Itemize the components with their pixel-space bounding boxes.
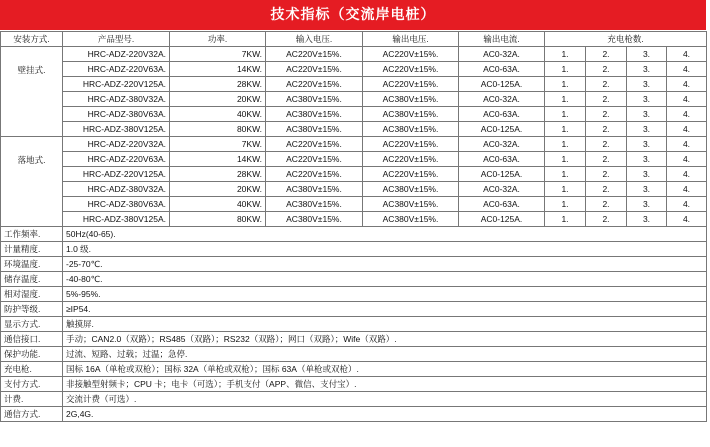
output-voltage-cell: AC220V±15%. bbox=[363, 62, 459, 77]
gun-count-cell: 3. bbox=[627, 212, 667, 227]
spec-row bbox=[1, 332, 707, 347]
table-body bbox=[1, 32, 707, 422]
model-cell: HRC-ADZ-220V125A. bbox=[63, 167, 170, 182]
gun-count-cell: 1. bbox=[545, 182, 586, 197]
output-voltage-cell: AC380V±15%. bbox=[363, 107, 459, 122]
output-current-cell: AC0-125A. bbox=[459, 122, 545, 137]
output-current-cell: AC0-32A. bbox=[459, 92, 545, 107]
input-voltage-cell: AC220V±15%. bbox=[266, 62, 363, 77]
gun-count-cell: 2. bbox=[586, 197, 627, 212]
page-title: 技术指标（交流岸电桩） bbox=[0, 0, 706, 30]
gun-count-cell: 1. bbox=[545, 107, 586, 122]
table-row bbox=[1, 47, 707, 62]
spec-label: 储存温度. bbox=[1, 272, 63, 287]
table-row bbox=[1, 122, 707, 137]
output-voltage-cell: AC380V±15%. bbox=[363, 197, 459, 212]
gun-count-cell: 3. bbox=[627, 62, 667, 77]
power-cell: 40KW. bbox=[170, 107, 266, 122]
gun-count-cell: 2. bbox=[586, 152, 627, 167]
model-cell: HRC-ADZ-380V125A. bbox=[63, 212, 170, 227]
output-voltage-cell: AC380V±15%. bbox=[363, 122, 459, 137]
power-cell: 28KW. bbox=[170, 77, 266, 92]
gun-count-cell: 3. bbox=[627, 197, 667, 212]
input-voltage-cell: AC220V±15%. bbox=[266, 152, 363, 167]
spec-value: 过流、短路、过载；过温；急停. bbox=[63, 347, 707, 362]
spec-value: 1.0 级. bbox=[63, 242, 707, 257]
spec-value: 手动；CAN2.0（双路）；RS485（双路）；RS232（双路）；网口（双路）；Wife（双路）. bbox=[63, 332, 707, 347]
spec-row bbox=[1, 347, 707, 362]
gun-count-cell: 4. bbox=[667, 152, 707, 167]
header-output-voltage: 输出电压. bbox=[363, 32, 459, 47]
gun-count-cell: 2. bbox=[586, 107, 627, 122]
gun-count-cell: 4. bbox=[667, 107, 707, 122]
output-voltage-cell: AC220V±15%. bbox=[363, 77, 459, 92]
spec-table bbox=[0, 31, 707, 422]
gun-count-cell: 4. bbox=[667, 77, 707, 92]
input-voltage-cell: AC380V±15%. bbox=[266, 92, 363, 107]
spec-value: 2G,4G. bbox=[63, 407, 707, 422]
spec-row bbox=[1, 362, 707, 377]
gun-count-cell: 1. bbox=[545, 137, 586, 152]
input-voltage-cell: AC220V±15%. bbox=[266, 167, 363, 182]
spec-label: 工作频率. bbox=[1, 227, 63, 242]
table-row bbox=[1, 137, 707, 152]
table-row bbox=[1, 152, 707, 167]
spec-label: 计量精度. bbox=[1, 242, 63, 257]
spec-label: 保护功能. bbox=[1, 347, 63, 362]
spec-row bbox=[1, 392, 707, 407]
power-cell: 40KW. bbox=[170, 197, 266, 212]
gun-count-cell: 4. bbox=[667, 47, 707, 62]
model-cell: HRC-ADZ-220V125A. bbox=[63, 77, 170, 92]
power-cell: 80KW. bbox=[170, 212, 266, 227]
header-power: 功率. bbox=[170, 32, 266, 47]
power-cell: 14KW. bbox=[170, 152, 266, 167]
table-header-row bbox=[1, 32, 707, 47]
table-row bbox=[1, 62, 707, 77]
output-voltage-cell: AC220V±15%. bbox=[363, 47, 459, 62]
output-current-cell: AC0-63A. bbox=[459, 62, 545, 77]
model-cell: HRC-ADZ-380V63A. bbox=[63, 107, 170, 122]
input-voltage-cell: AC380V±15%. bbox=[266, 197, 363, 212]
spec-row bbox=[1, 272, 707, 287]
gun-count-cell: 2. bbox=[586, 47, 627, 62]
spec-label: 环境温度. bbox=[1, 257, 63, 272]
gun-count-cell: 2. bbox=[586, 212, 627, 227]
power-cell: 7KW. bbox=[170, 47, 266, 62]
spec-row bbox=[1, 242, 707, 257]
model-cell: HRC-ADZ-380V63A. bbox=[63, 197, 170, 212]
input-voltage-cell: AC220V±15%. bbox=[266, 47, 363, 62]
spec-row bbox=[1, 377, 707, 392]
spec-row bbox=[1, 257, 707, 272]
model-cell: HRC-ADZ-380V125A. bbox=[63, 122, 170, 137]
output-voltage-cell: AC220V±15%. bbox=[363, 167, 459, 182]
gun-count-cell: 4. bbox=[667, 167, 707, 182]
gun-count-cell: 1. bbox=[545, 77, 586, 92]
gun-count-cell: 1. bbox=[545, 167, 586, 182]
output-current-cell: AC0-125A. bbox=[459, 77, 545, 92]
table-row bbox=[1, 197, 707, 212]
spec-label: 显示方式. bbox=[1, 317, 63, 332]
spec-label: 计费. bbox=[1, 392, 63, 407]
output-current-cell: AC0-125A. bbox=[459, 212, 545, 227]
table-row bbox=[1, 167, 707, 182]
table-row bbox=[1, 77, 707, 92]
input-voltage-cell: AC220V±15%. bbox=[266, 137, 363, 152]
input-voltage-cell: AC380V±15%. bbox=[266, 212, 363, 227]
output-current-cell: AC0-63A. bbox=[459, 197, 545, 212]
model-cell: HRC-ADZ-380V32A. bbox=[63, 182, 170, 197]
gun-count-cell: 3. bbox=[627, 122, 667, 137]
gun-count-cell: 3. bbox=[627, 182, 667, 197]
power-cell: 20KW. bbox=[170, 182, 266, 197]
spec-value: -40-80℃. bbox=[63, 272, 707, 287]
gun-count-cell: 1. bbox=[545, 122, 586, 137]
spec-row bbox=[1, 287, 707, 302]
power-cell: 14KW. bbox=[170, 62, 266, 77]
spec-row bbox=[1, 317, 707, 332]
header-output-current: 输出电流. bbox=[459, 32, 545, 47]
spec-label: 通信接口. bbox=[1, 332, 63, 347]
output-voltage-cell: AC220V±15%. bbox=[363, 152, 459, 167]
spec-value: 交流计费（可选）. bbox=[63, 392, 707, 407]
output-voltage-cell: AC380V±15%. bbox=[363, 212, 459, 227]
power-cell: 20KW. bbox=[170, 92, 266, 107]
gun-count-cell: 3. bbox=[627, 107, 667, 122]
spec-label: 支付方式. bbox=[1, 377, 63, 392]
spec-value: 50Hz(40-65). bbox=[63, 227, 707, 242]
output-current-cell: AC0-125A. bbox=[459, 167, 545, 182]
output-voltage-cell: AC380V±15%. bbox=[363, 92, 459, 107]
gun-count-cell: 4. bbox=[667, 137, 707, 152]
spec-label: 充电枪. bbox=[1, 362, 63, 377]
model-cell: HRC-ADZ-220V32A. bbox=[63, 137, 170, 152]
model-cell: HRC-ADZ-220V63A. bbox=[63, 152, 170, 167]
gun-count-cell: 4. bbox=[667, 212, 707, 227]
gun-count-cell: 2. bbox=[586, 62, 627, 77]
gun-count-cell: 4. bbox=[667, 122, 707, 137]
mount-type-cell: 落地式. bbox=[1, 137, 63, 227]
gun-count-cell: 4. bbox=[667, 182, 707, 197]
gun-count-cell: 1. bbox=[545, 152, 586, 167]
spec-value: 国标 16A（单枪或双枪）；国标 32A（单枪或双枪）；国标 63A（单枪或双枪）. bbox=[63, 362, 707, 377]
gun-count-cell: 4. bbox=[667, 62, 707, 77]
spec-label: 防护等级. bbox=[1, 302, 63, 317]
spec-value: 触摸屏. bbox=[63, 317, 707, 332]
input-voltage-cell: AC380V±15%. bbox=[266, 182, 363, 197]
gun-count-cell: 3. bbox=[627, 47, 667, 62]
mount-type-cell: 壁挂式. bbox=[1, 47, 63, 137]
input-voltage-cell: AC220V±15%. bbox=[266, 77, 363, 92]
header-guns: 充电枪数. bbox=[545, 32, 707, 47]
gun-count-cell: 2. bbox=[586, 182, 627, 197]
gun-count-cell: 3. bbox=[627, 137, 667, 152]
spec-label: 通信方式. bbox=[1, 407, 63, 422]
output-voltage-cell: AC380V±15%. bbox=[363, 182, 459, 197]
gun-count-cell: 3. bbox=[627, 92, 667, 107]
output-voltage-cell: AC220V±15%. bbox=[363, 137, 459, 152]
table-row bbox=[1, 212, 707, 227]
table-row bbox=[1, 107, 707, 122]
gun-count-cell: 3. bbox=[627, 167, 667, 182]
gun-count-cell: 2. bbox=[586, 137, 627, 152]
gun-count-cell: 2. bbox=[586, 77, 627, 92]
spec-value: 5%-95%. bbox=[63, 287, 707, 302]
output-current-cell: AC0-32A. bbox=[459, 182, 545, 197]
header-model: 产品型号. bbox=[63, 32, 170, 47]
input-voltage-cell: AC380V±15%. bbox=[266, 107, 363, 122]
output-current-cell: AC0-32A. bbox=[459, 47, 545, 62]
gun-count-cell: 2. bbox=[586, 92, 627, 107]
spec-row bbox=[1, 407, 707, 422]
gun-count-cell: 4. bbox=[667, 197, 707, 212]
output-current-cell: AC0-63A. bbox=[459, 152, 545, 167]
gun-count-cell: 1. bbox=[545, 62, 586, 77]
power-cell: 80KW. bbox=[170, 122, 266, 137]
spec-value: 非接触型射频卡；CPU 卡；电卡（可选）；手机支付（APP、微信、支付宝）. bbox=[63, 377, 707, 392]
output-current-cell: AC0-63A. bbox=[459, 107, 545, 122]
gun-count-cell: 4. bbox=[667, 92, 707, 107]
input-voltage-cell: AC380V±15%. bbox=[266, 122, 363, 137]
gun-count-cell: 2. bbox=[586, 167, 627, 182]
output-current-cell: AC0-32A. bbox=[459, 137, 545, 152]
spec-label: 相对湿度. bbox=[1, 287, 63, 302]
gun-count-cell: 1. bbox=[545, 92, 586, 107]
spec-value: -25-70℃. bbox=[63, 257, 707, 272]
table-row bbox=[1, 182, 707, 197]
power-cell: 7KW. bbox=[170, 137, 266, 152]
gun-count-cell: 3. bbox=[627, 77, 667, 92]
gun-count-cell: 2. bbox=[586, 122, 627, 137]
table-row bbox=[1, 92, 707, 107]
spec-row bbox=[1, 227, 707, 242]
model-cell: HRC-ADZ-220V32A. bbox=[63, 47, 170, 62]
gun-count-cell: 1. bbox=[545, 197, 586, 212]
gun-count-cell: 3. bbox=[627, 152, 667, 167]
gun-count-cell: 1. bbox=[545, 47, 586, 62]
model-cell: HRC-ADZ-380V32A. bbox=[63, 92, 170, 107]
header-mount: 安装方式. bbox=[1, 32, 63, 47]
spec-row bbox=[1, 302, 707, 317]
header-input-voltage: 输入电压. bbox=[266, 32, 363, 47]
model-cell: HRC-ADZ-220V63A. bbox=[63, 62, 170, 77]
gun-count-cell: 1. bbox=[545, 212, 586, 227]
power-cell: 28KW. bbox=[170, 167, 266, 182]
spec-value: ≥IP54. bbox=[63, 302, 707, 317]
